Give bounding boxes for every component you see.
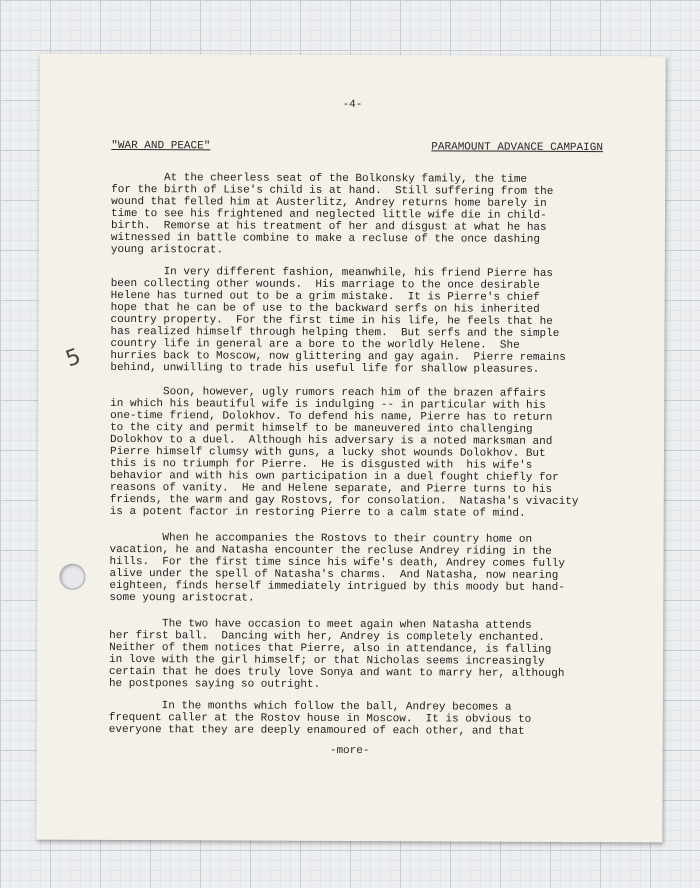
- paragraph-4: When he accompanies the Rostovs to their country home on vacation, he and Natasha encounter the recluse Andrey riding in the hills. For the first time since his wife's death, Andrey comes fully alive under the spell of Natasha's charms. And Natasha, now nearing eighteen, finds herself immediately intrigued by this moody but hand- some young aristocrat.: [109, 531, 566, 605]
- paragraph-2: In very different fashion, meanwhile, his friend Pierre has been collecting other wounds. His marriage to the once desirable Helene has turned out to be a grim mistake. It is Pierre's chief hope that he can be of use to the backward serfs on his inherited country property. For the first time in his life, he feels that he has realized himself through helping them. But serfs and the simple country life in general are a bore to the worldly Helene. She hurries back to Moscow, now glittering and gay again. Pierre remains behind, unwilling to trade his useful life for shallow pleasures.: [110, 265, 566, 376]
- margin-mark: 5: [62, 344, 85, 373]
- more-footer: -more-: [329, 744, 370, 758]
- campaign-heading: PARAMOUNT ADVANCE CAMPAIGN: [431, 141, 603, 155]
- paragraph-1: At the cheerless seat of the Bolkonsky family, the time for the birth of Lise's child is at hand. Still suffering from the wound that felled him at Austerlitz, Andrey returns home barely in time to see his frightened and neglected little wife die in child- birth. Remorse at his treatment of her and disgust at what he has witnessed in battle combine to make a recluse of the once dashing young aristocrat.: [110, 171, 554, 257]
- paragraph-6: In the months which follow the ball, Andrey becomes a frequent caller at the Rostov house in Moscow. It is obvious to everyone that they are deeply enamoured of each other, and that: [108, 699, 532, 738]
- page-number: -4-: [342, 98, 363, 112]
- punch-hole: [59, 564, 85, 590]
- paragraph-5: The two have occasion to meet again when Natasha attends her first ball. Dancing with her, Andrey is completely enchanted. Neither of them notices that Pierre, also in attendance, is falling in love with the girl himself; or that Nicholas seems increasingly certain that he does truly love Sonya and want to marry her, although he postpones saying so outright.: [108, 617, 565, 691]
- film-title: "WAR AND PEACE": [111, 139, 211, 153]
- paragraph-3: Soon, however, ugly rumors reach him of the brazen affairs in which his beautiful wife is indulging -- in particular with his one-time friend, Dolokhov. To defend his name, Pierre has to return to the city and permit himself to be maneuvered into challenging Dolokhov to a duel. Although his adversary is a noted marksman and Pierre himself clumsy with guns, a lucky shot wounds Dolokhov. But this is no triumph for Pierre. He is disgusted with his wife's behavior and with his own participation in a duel fought chiefly for reasons of vanity. He and Helene separate, and Pierre turns to his friends, the warm and gay Rostovs, for consolation. Natasha's vivacity is a potent factor in restoring Pierre to a calm state of mind.: [109, 385, 579, 520]
- typed-page: [36, 54, 665, 843]
